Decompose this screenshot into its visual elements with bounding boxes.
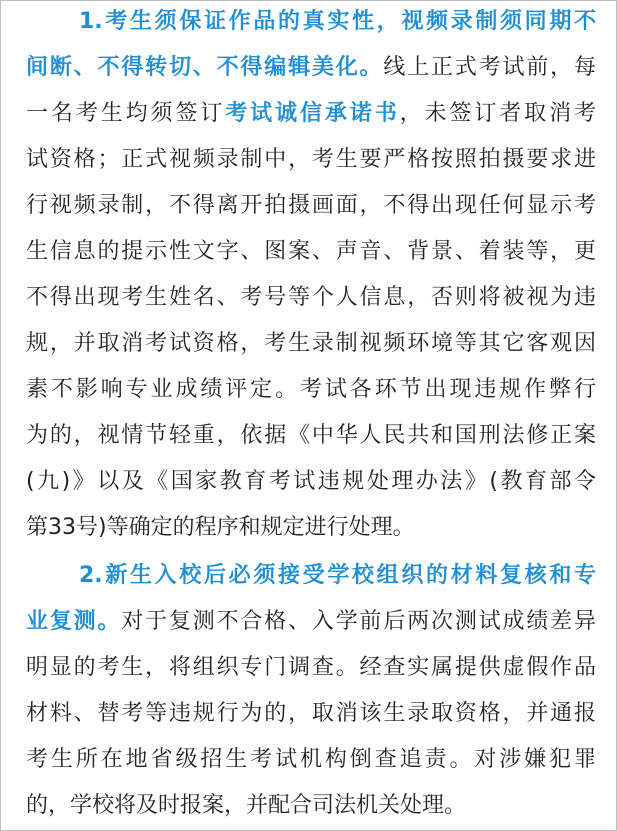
- text-line: [26, 375, 596, 405]
- text-line: [26, 191, 596, 221]
- highlighted-text: 间断、不得转切、不得编辑美化。: [26, 55, 384, 80]
- body-text: 行视频录制，不得离开拍摄画面，不得出现任何显示考: [26, 193, 596, 218]
- body-text: 为的，视情节轻重，依据《中华人民共和国刑法修正案: [26, 423, 596, 448]
- body-text: 考生所在地省级招生考试机构倒查追责。对涉嫌犯罪: [26, 747, 596, 772]
- highlighted-text: 考试诚信承诺书: [225, 101, 400, 126]
- body-text: 的，学校将及时报案，并配合司法机关处理。: [26, 793, 467, 818]
- text-line: [79, 7, 596, 37]
- text-line: [26, 513, 596, 543]
- body-text: 一名考生均须签订: [26, 101, 226, 126]
- body-text: 素不影响专业成绩评定。考试各环节出现违规作弊行: [26, 377, 596, 402]
- text-line: [26, 329, 596, 359]
- text-line: [26, 53, 596, 83]
- text-line: [26, 99, 596, 129]
- text-line: [79, 561, 596, 591]
- body-text: 对于复测不合格、入学前后两次测试成绩差异: [121, 609, 596, 634]
- text-line: [26, 237, 596, 267]
- highlighted-text: 2.新生入校后必须接受学校组织的材料复核和专: [79, 563, 596, 588]
- body-text: (九)》以及《国家教育考试违规处理办法》(教育部令: [26, 469, 596, 494]
- text-line: [26, 421, 596, 451]
- highlighted-text: 1.考生须保证作品的真实性，视频录制须同期不: [79, 9, 596, 34]
- body-text: 材料、替考等违规行为的，取消该生录取资格，并通报: [26, 701, 596, 726]
- body-text: 明显的考生，将组织专门调查。经查实属提供虚假作品: [26, 655, 596, 680]
- body-text: 试资格；正式视频录制中，考生要严格按照拍摄要求进: [26, 147, 596, 172]
- body-text: 生信息的提示性文字、图案、声音、背景、着装等，更: [26, 239, 596, 264]
- body-text: 第33号)等确定的程序和规定进行处理。: [26, 515, 415, 540]
- body-text: ，未签订者取消考: [399, 101, 596, 126]
- text-line: [26, 653, 596, 683]
- text-line: [26, 145, 596, 175]
- highlighted-text: 业复测。: [26, 609, 122, 634]
- text-line: [26, 791, 596, 821]
- body-text: 线上正式考试前，每: [383, 55, 596, 80]
- text-line: [26, 607, 596, 637]
- body-text: 规，并取消考试资格，考生录制视频环境等其它客观因: [26, 331, 596, 356]
- body-text: 不得出现考生姓名、考号等个人信息，否则将被视为违: [26, 285, 596, 310]
- text-line: [26, 467, 596, 497]
- text-line: [26, 699, 596, 729]
- text-line: [26, 745, 596, 775]
- text-line: [26, 283, 596, 313]
